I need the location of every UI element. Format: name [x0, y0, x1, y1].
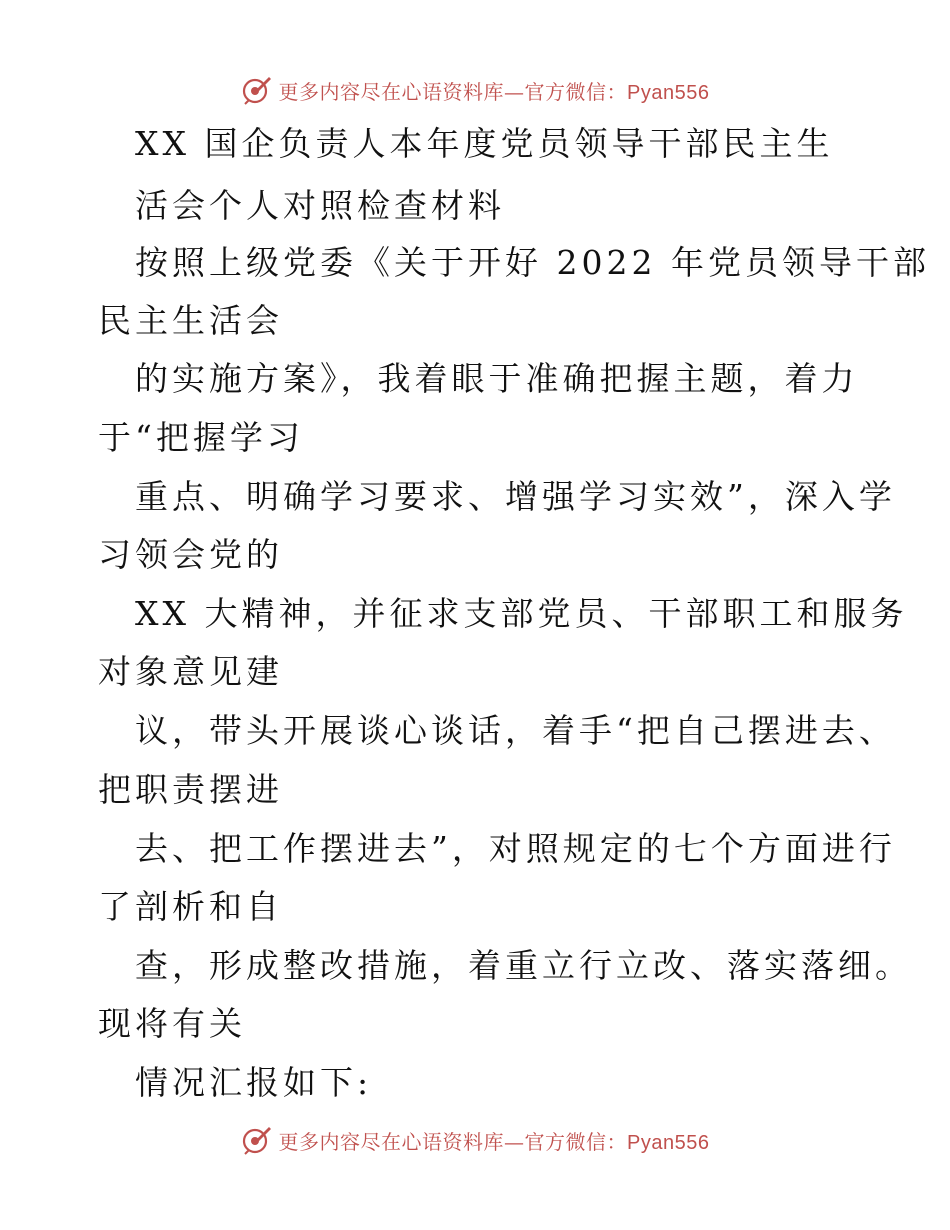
paragraph-line: 的实施方案》，我着眼于准确把握主题，着力 [135, 359, 859, 398]
paragraph-line: 查，形成整改措施，着重立行立改、落实落细。 [135, 946, 912, 985]
footer-watermark [0, 1120, 950, 1160]
paragraph-line: 把职责摆进 [98, 770, 283, 809]
paragraph-line: 民主生活会 [98, 301, 283, 340]
paragraph-line: 重点、明确学习要求、增强学习实效”，深入学 [135, 477, 896, 516]
document-title-line-1: XX 国企负责人本年度党员领导干部民主生 [135, 124, 834, 163]
paragraph-line: XX 大精神，并征求支部党员、干部职工和服务 [135, 594, 908, 633]
paragraph-line: 情况汇报如下: [135, 1063, 373, 1102]
document-title-line-2: 活会个人对照检查材料 [135, 186, 505, 225]
pen-logo-icon [241, 1124, 273, 1156]
paragraph-line: 对象意见建 [98, 652, 283, 691]
paragraph-line: 按照上级党委《关于开好 2022 年党员领导干部 [135, 243, 930, 282]
watermark-text: 更多内容尽在心语资料库—官方微信：Pyan556 [278, 1129, 710, 1154]
paragraph-line: 习领会党的 [98, 535, 283, 574]
paragraph-line: 现将有关 [98, 1004, 246, 1043]
paragraph-line: 于“把握学习 [98, 418, 304, 457]
paragraph-line: 去、把工作摆进去”，对照规定的七个方面进行 [135, 829, 896, 868]
paragraph-line: 议，带头开展谈心谈话，着手“把自己摆进去、 [135, 711, 896, 750]
watermark-text: 更多内容尽在心语资料库—官方微信：Pyan556 [278, 79, 710, 104]
paragraph-line: 了剖析和自 [98, 887, 283, 926]
